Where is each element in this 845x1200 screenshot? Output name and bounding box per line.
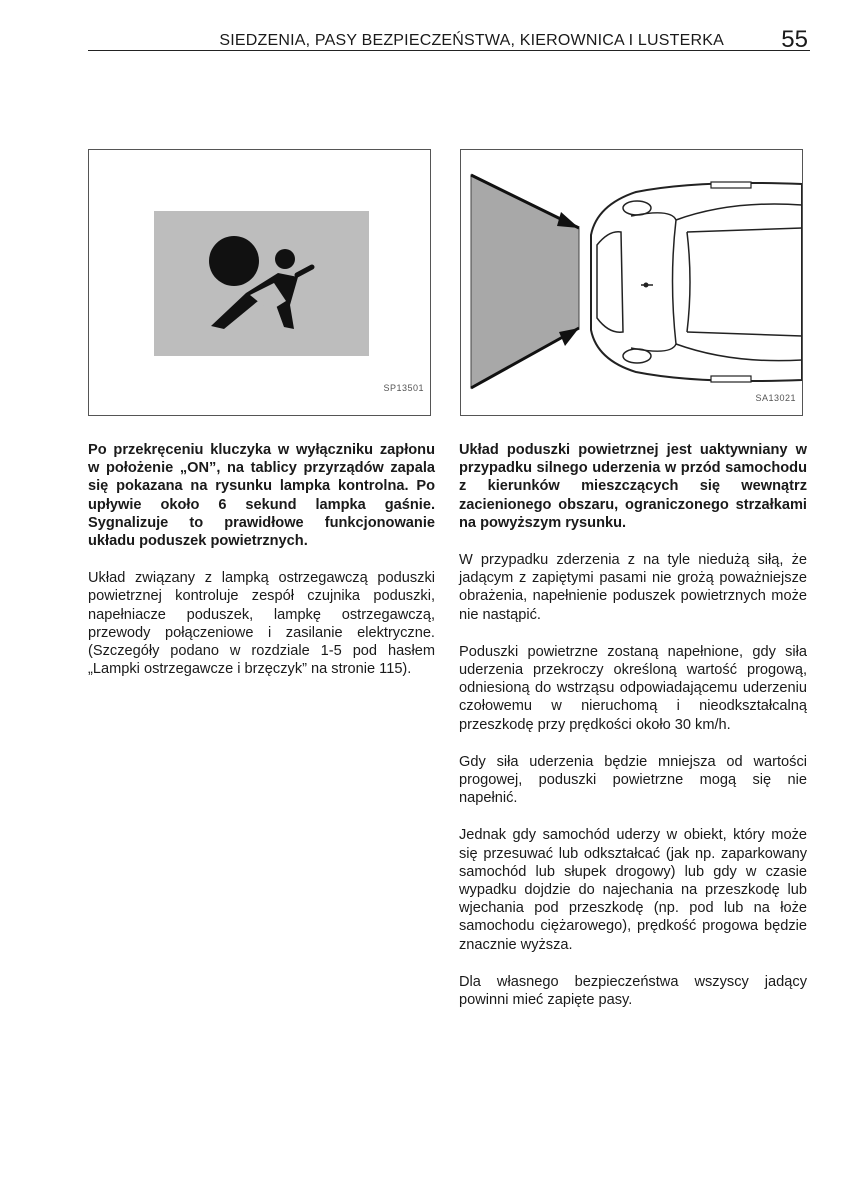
left-text-column: [88, 441, 435, 697]
paragraph: Układ poduszki powietrznej jest uaktywniany w przypadku silnego uderzenia w przód samochodu z kierunków mieszczących się wewnątrz zacienionego obszaru, ograniczonego strzałkami na powyższym rysunku.: [459, 442, 807, 531]
paragraph: Poduszki powietrzne zostaną napełnione, gdy siła uderzenia przekroczy określoną wartość progową, odniesioną do wstrząsu odpowiadającemu uderzeniu czołowemu w nieruchomą i nieodkształcalną przeszkodę przy prędkości około 30 km/h.: [459, 643, 807, 733]
figure-car-impact-zone: [460, 149, 803, 416]
paragraph: Dla własnego bezpieczeństwa wszyscy jadący powinni mieć zapięte pasy.: [459, 973, 807, 1009]
figure-airbag-warning-light: [88, 149, 431, 416]
indicator-panel: [154, 211, 369, 356]
airbag-warning-icon: [154, 211, 369, 356]
paragraph: Po przekręceniu kluczyka w wyłączniku zapłonu w położenie „ON”, na tablicy przyrządów zapala się pokazana na rysunku lampka kontrolna. Po upływie około 6 sekund lampka gaśnie. Sygnalizuje to prawidłowe funkcjonowanie układu poduszek powietrznych.: [88, 442, 435, 550]
paragraph: Układ związany z lampką ostrzegawczą poduszki powietrznej kontroluje zespół czujnika poduszki, napełniacze poduszek, lampkę ostrzegawczą, przewody połączeniowe i zasilanie elektryczne. (Szczegóły podano w rozdziale 1-5 pod hasłem „Lampki ostrzegawcze i brzęczyk” na stronie 115).: [88, 570, 435, 678]
figure-code: SA13021: [755, 393, 796, 403]
paragraph: Gdy siła uderzenia będzie mniejsza od wartości progowej, poduszki powietrzne mogą się nie napełnić.: [459, 753, 807, 807]
car-top-view-impact-zone: [461, 150, 802, 415]
figure-code: SP13501: [383, 383, 424, 393]
paragraph: W przypadku zderzenia z na tyle niedużą siłą, że jadącym z zapiętymi pasami nie grożą poważniejsze obrażenia, napełnienie poduszek powietrznych może nie nastąpić.: [459, 552, 807, 623]
header-rule: [88, 50, 810, 51]
page-header: [88, 28, 810, 52]
right-text-column: [459, 441, 807, 1028]
paragraph: Jednak gdy samochód uderzy w obiekt, który może się przesuwać lub odkształcać (jak np. zaparkowany samochód lub słupek drogowy) lub gdy w czasie wypadku dojdzie do najechania na przeszkodę lub wjechania pod przeszkodę (np. pod lub na łoże samochodu ciężarowego), prędkość progowa będzie znacznie wyższa.: [459, 827, 807, 953]
section-title: SIEDZENIA, PASY BEZPIECZEŃSTWA, KIEROWNICA I LUSTERKA: [219, 32, 724, 49]
page-number: 55: [781, 26, 808, 53]
